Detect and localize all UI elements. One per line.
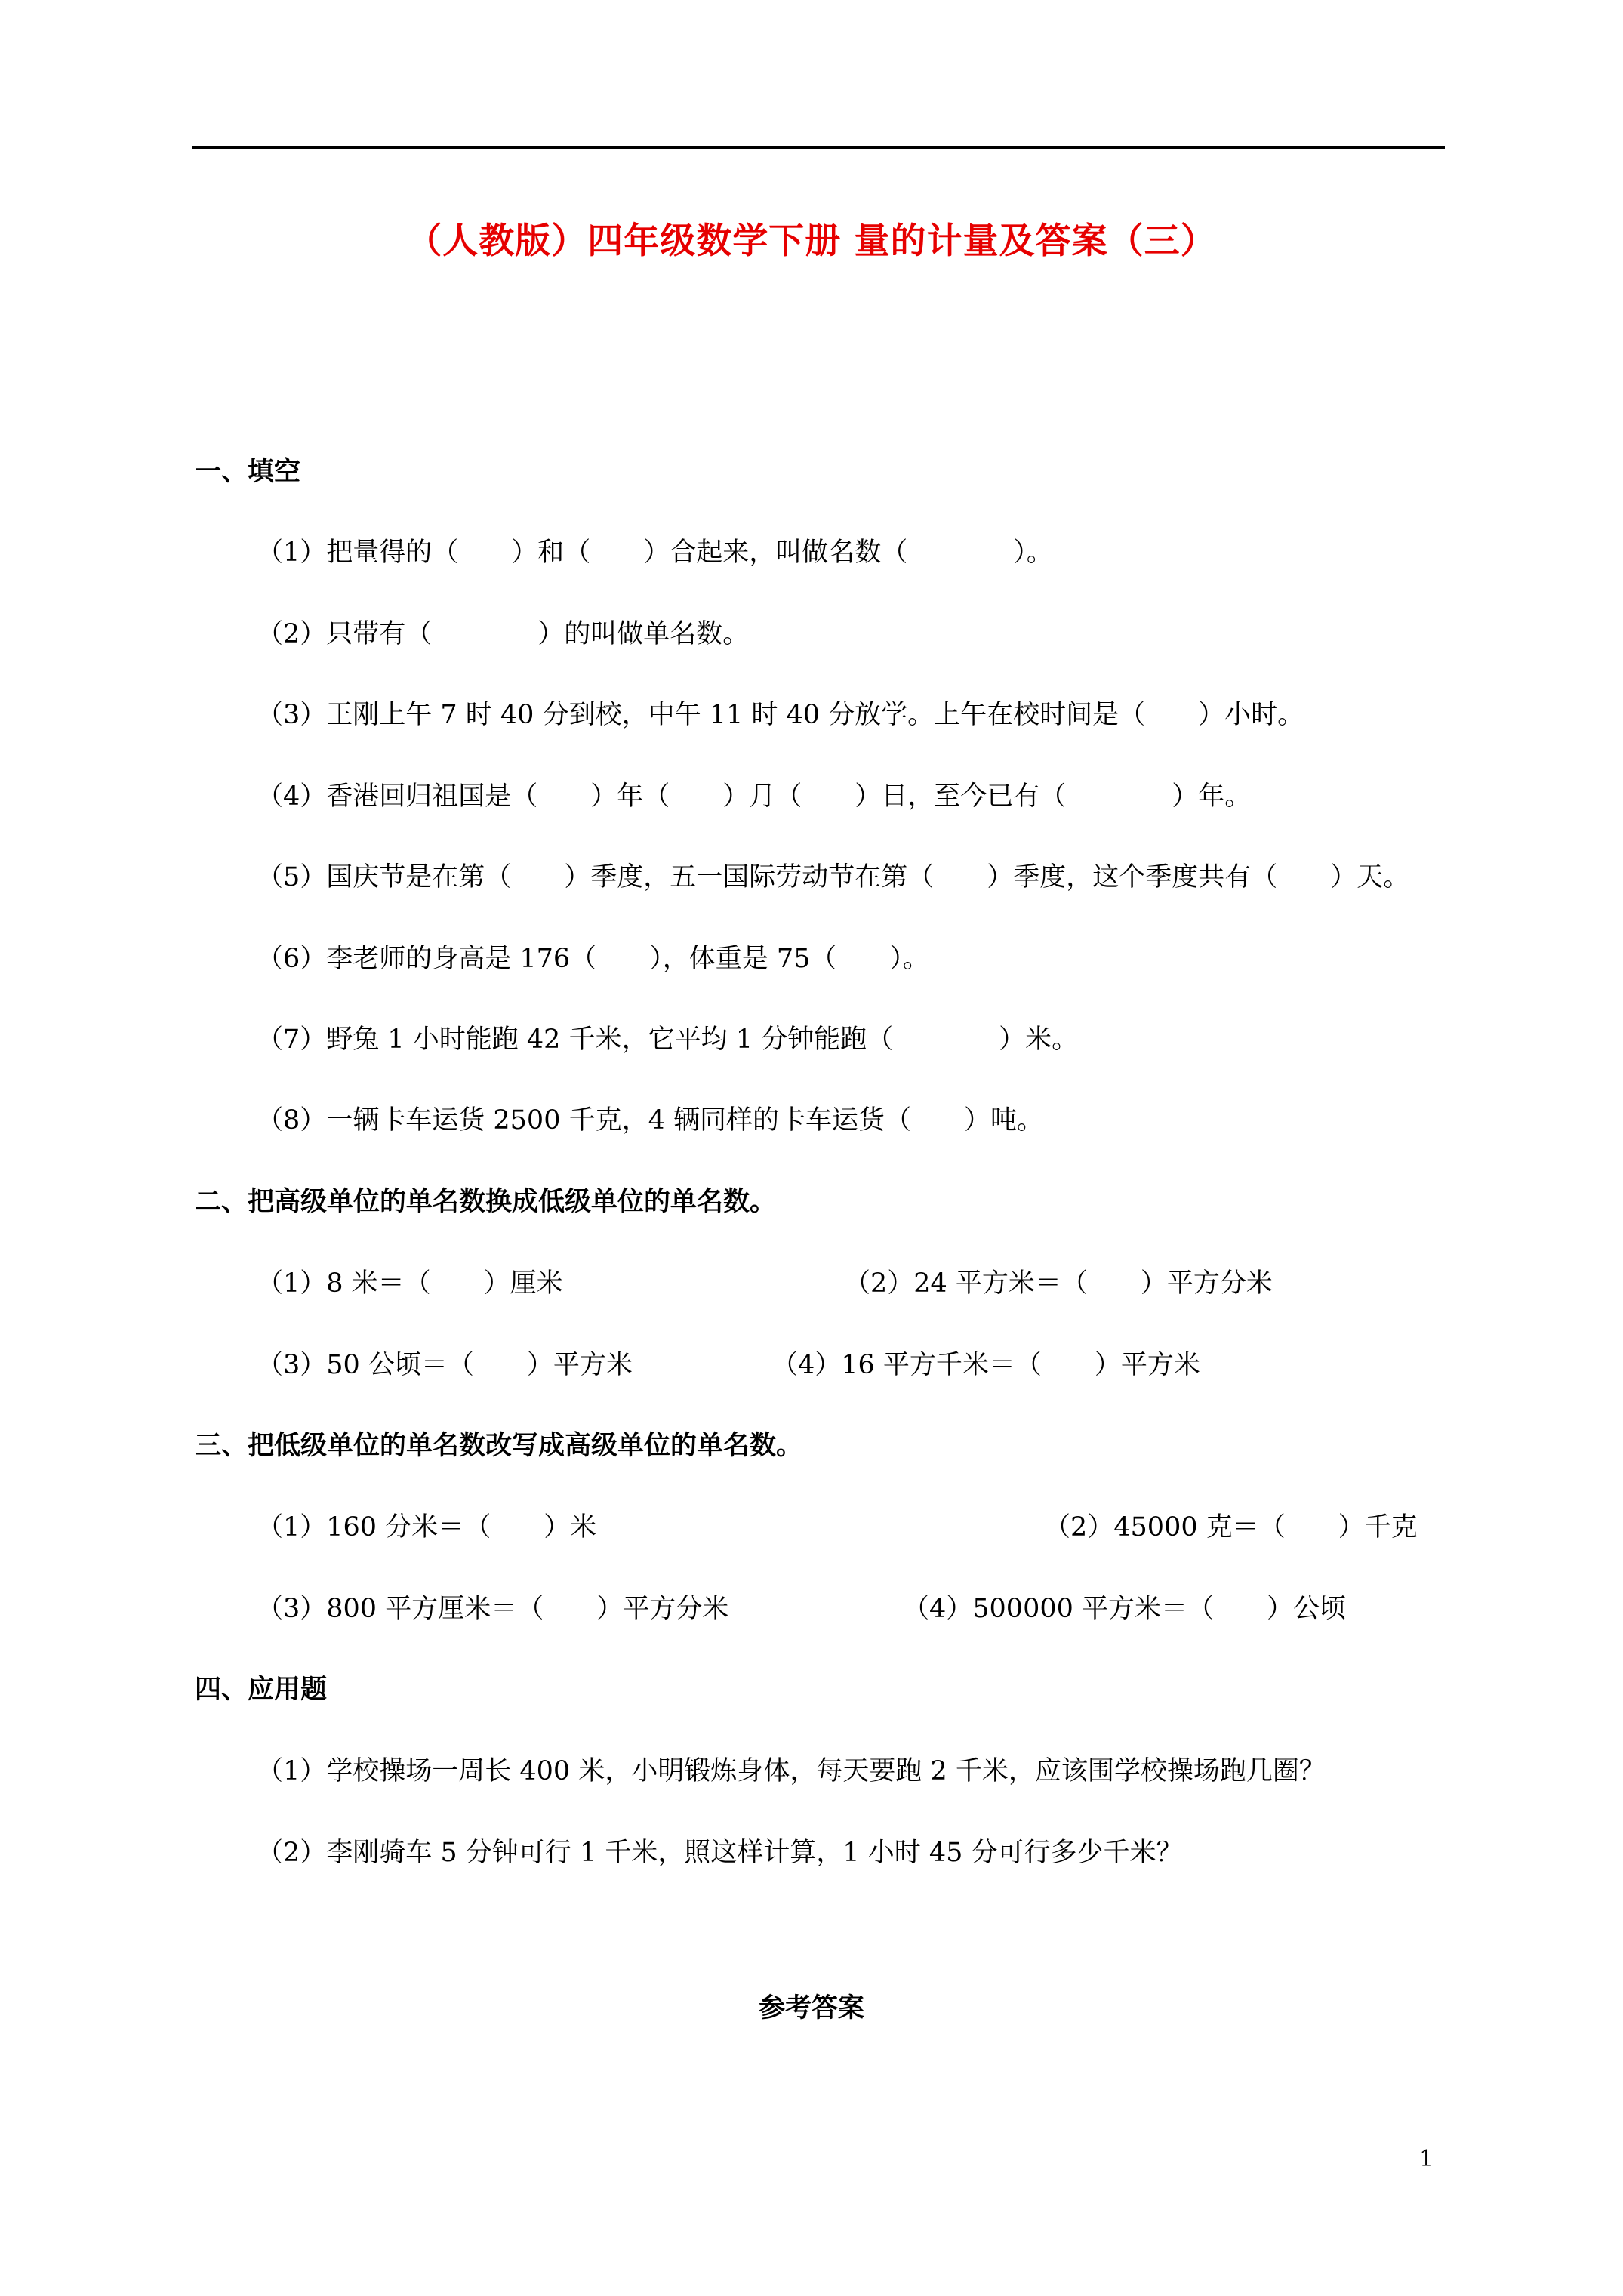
section4-question-1: （1）学校操场一周长 400 米，小明锻炼身体，每天要跑 2 千米，应该围学校操场跑几圈？ <box>257 1756 1326 1786</box>
section1-question-4: （4）香港回归祖国是（ ）年（ ）月（ ）日，至今已有（ ）年。 <box>257 781 1252 812</box>
section1-question-1: （1）把量得的（ ）和（ ）合起来，叫做名数（ ）。 <box>257 538 1053 568</box>
section1-question-7: （7）野兔 1 小时能跑 42 千米，它平均 1 分钟能跑（ ）米。 <box>257 1025 1079 1055</box>
section1-question-5: （5）国庆节是在第（ ）季度，五一国际劳动节在第（ ）季度，这个季度共有（ ）天。 <box>257 862 1410 892</box>
section2-question-4: （4）16 平方千米＝（ ）平方米 <box>771 1350 1200 1380</box>
header-rule <box>192 146 1445 149</box>
section2-question-2: （2）24 平方米＝（ ）平方分米 <box>844 1268 1273 1299</box>
section4-question-2: （2）李刚骑车 5 分钟可行 1 千米，照这样计算，1 小时 45 分可行多少千米？ <box>257 1838 1183 1868</box>
answers-title: 参考答案 <box>758 1992 864 2023</box>
section2-question-1: （1）8 米＝（ ）厘米 <box>257 1268 563 1299</box>
section3-question-2: （2）45000 克＝（ ）千克 <box>1044 1512 1418 1542</box>
page-number: 1 <box>1419 2146 1434 2172</box>
document-title: （人教版）四年级数学下册 量的计量及答案（三） <box>406 220 1217 262</box>
section1-question-8: （8）一辆卡车运货 2500 千克，4 辆同样的卡车运货（ ）吨。 <box>257 1105 1043 1136</box>
section1-question-2: （2）只带有（ ）的叫做单名数。 <box>257 619 750 649</box>
section2-question-3: （3）50 公顷＝（ ）平方米 <box>257 1350 633 1380</box>
section3-question-3: （3）800 平方厘米＝（ ）平方分米 <box>257 1594 729 1624</box>
section3-question-4: （4）500000 平方米＝（ ）公顷 <box>903 1594 1347 1624</box>
section2-heading: 二、把高级单位的单名数换成低级单位的单名数。 <box>195 1186 777 1217</box>
section3-question-1: （1）160 分米＝（ ）米 <box>257 1512 597 1542</box>
section3-heading: 三、把低级单位的单名数改写成高级单位的单名数。 <box>195 1430 803 1461</box>
section1-heading: 一、填空 <box>195 456 301 487</box>
section4-heading: 四、应用题 <box>195 1674 328 1705</box>
section1-question-3: （3）王刚上午 7 时 40 分到校，中午 11 时 40 分放学。上午在校时间是（ ）小时。 <box>257 700 1304 730</box>
section1-question-6: （6）李老师的身高是 176（ ），体重是 75（ ）。 <box>257 944 929 974</box>
